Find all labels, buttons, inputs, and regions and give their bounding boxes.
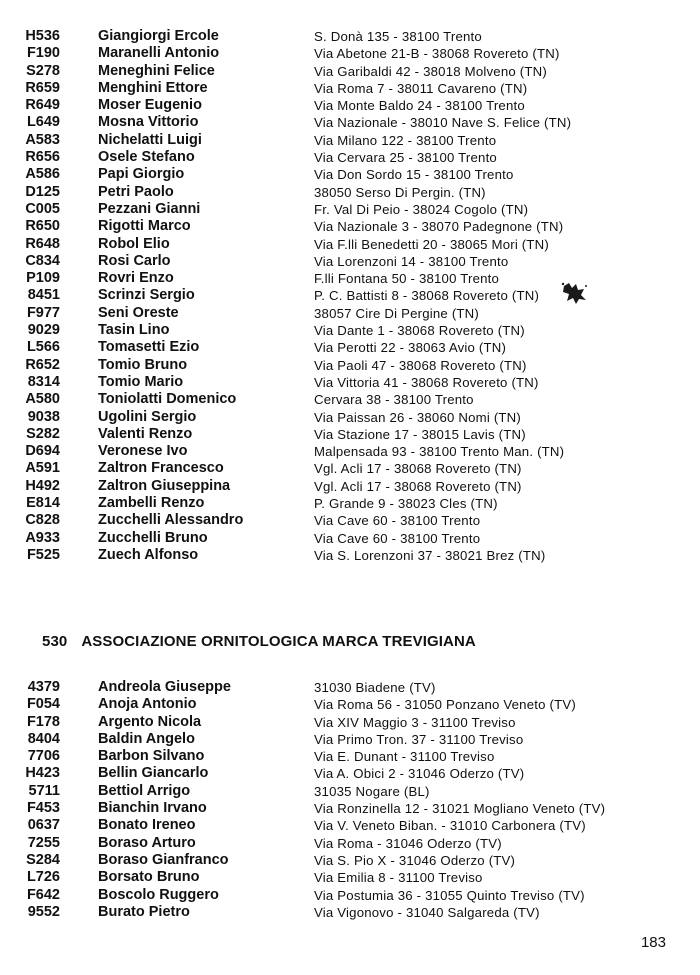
member-name: Seni Oreste <box>98 304 179 321</box>
member-code: S284 <box>26 851 60 868</box>
member-code: R659 <box>25 79 60 96</box>
member-code: P109 <box>26 270 60 287</box>
member-code: F525 <box>26 546 60 563</box>
member-code: F054 <box>26 696 60 713</box>
member-code: C828 <box>25 512 60 529</box>
member-code: F977 <box>26 304 60 321</box>
member-address: Via Cave 60 - 38100 Trento <box>314 513 481 529</box>
section-title: ASSOCIAZIONE ORNITOLOGICA MARCA TREVIGIANA <box>81 633 476 650</box>
member-row <box>0 696 700 713</box>
member-address: Via Abetone 21-B - 38068 Rovereto (TN) <box>314 46 560 62</box>
member-row <box>0 305 700 322</box>
member-row <box>0 166 700 183</box>
member-code: 8404 <box>27 730 60 747</box>
member-code: E814 <box>26 495 60 512</box>
member-address: P. C. Battisti 8 - 38068 Rovereto (TN) <box>314 288 540 304</box>
member-address: Via Nazionale - 38010 Nave S. Felice (TN) <box>314 115 572 131</box>
member-row <box>0 800 700 817</box>
member-name: Tomio Mario <box>98 373 184 390</box>
member-code: A586 <box>25 166 60 183</box>
member-address: Via Stazione 17 - 38015 Lavis (TN) <box>314 426 526 442</box>
member-code: L726 <box>26 869 60 886</box>
member-name: Borsato Bruno <box>98 869 200 886</box>
member-code: H536 <box>25 28 60 44</box>
member-address: Via Emilia 8 - 31100 Treviso <box>314 870 483 886</box>
member-address: Via Cervara 25 - 38100 Trento <box>314 150 497 166</box>
member-code: H423 <box>25 765 60 782</box>
member-address: Via Perotti 22 - 38063 Avio (TN) <box>314 340 507 356</box>
member-address: Via Garibaldi 42 - 38018 Molveno (TN) <box>314 63 547 79</box>
member-address: Via Paissan 26 - 38060 Nomi (TN) <box>314 409 521 425</box>
member-name: Zaltron Francesco <box>98 460 224 477</box>
member-name: Moser Eugenio <box>98 97 202 114</box>
member-address: Via Roma - 31046 Oderzo (TV) <box>314 835 502 851</box>
member-row <box>0 714 700 731</box>
member-address: Via A. Obici 2 - 31046 Oderzo (TV) <box>314 766 525 782</box>
member-address: Via Milano 122 - 38100 Trento <box>314 132 497 148</box>
member-address: Via Vigonovo - 31040 Salgareda (TV) <box>314 904 540 920</box>
member-name: Osele Stefano <box>98 149 195 166</box>
member-name: Zucchelli Alessandro <box>98 512 244 529</box>
member-code: F190 <box>26 45 60 62</box>
member-address: F.lli Fontana 50 - 38100 Trento <box>314 271 500 287</box>
section-number: 530 <box>42 633 68 650</box>
member-name: Baldin Angelo <box>98 730 195 747</box>
member-address: Via Nazionale 3 - 38070 Padegnone (TN) <box>314 219 564 235</box>
member-name: Tasin Lino <box>98 322 170 339</box>
member-address: Malpensada 93 - 38100 Trento Man. (TN) <box>314 444 565 460</box>
member-row <box>0 731 700 748</box>
member-address: Via Ronzinella 12 - 31021 Mogliano Veneto (TV) <box>314 801 606 817</box>
member-code: L566 <box>26 339 60 356</box>
member-name: Valenti Renzo <box>98 425 193 442</box>
member-code: 7255 <box>27 834 60 851</box>
member-code: 8314 <box>27 373 60 390</box>
member-row <box>0 460 700 477</box>
member-row <box>0 45 700 62</box>
member-address: Via Roma 7 - 38011 Cavareno (TN) <box>314 80 528 96</box>
member-name: Petri Paolo <box>98 183 174 200</box>
member-code: F642 <box>26 886 60 903</box>
member-row <box>0 443 700 460</box>
member-row <box>0 270 700 287</box>
member-row <box>0 80 700 97</box>
member-name: Rovri Enzo <box>98 270 174 287</box>
member-code: R649 <box>25 97 60 114</box>
member-row <box>0 97 700 114</box>
member-address: Via Monte Baldo 24 - 38100 Trento <box>314 98 525 114</box>
member-code: 5711 <box>28 782 60 799</box>
member-address: Via Dante 1 - 38068 Rovereto (TN) <box>314 323 525 339</box>
member-code: S278 <box>26 62 60 79</box>
member-code: 0637 <box>27 817 60 834</box>
member-address: Via E. Dunant - 31100 Treviso <box>314 749 495 765</box>
member-code: S282 <box>26 425 60 442</box>
member-code: A580 <box>25 391 60 408</box>
member-code: A591 <box>25 460 60 477</box>
member-name: Menghini Ettore <box>98 79 208 96</box>
member-address: Via S. Pio X - 31046 Oderzo (TV) <box>314 852 516 868</box>
member-row <box>0 869 700 886</box>
page-number: 183 <box>640 934 666 951</box>
member-name: Argento Nicola <box>98 713 202 730</box>
member-address: 38050 Serso Di Pergin. (TN) <box>314 184 486 200</box>
member-row <box>0 679 700 696</box>
member-row <box>0 426 700 443</box>
member-row <box>0 835 700 852</box>
member-name: Bellin Giancarlo <box>98 765 209 782</box>
member-name: Burato Pietro <box>98 903 190 920</box>
member-address: P. Grande 9 - 38023 Cles (TN) <box>314 496 498 512</box>
member-name: Ugolini Sergio <box>98 408 197 425</box>
member-row <box>0 28 700 45</box>
member-row <box>0 184 700 201</box>
member-code: F178 <box>26 713 60 730</box>
member-address: Via Postumia 36 - 31055 Quinto Treviso (TV) <box>314 887 585 903</box>
member-name: Barbon Silvano <box>98 748 205 765</box>
ink-smudge <box>560 280 590 306</box>
member-code: C834 <box>25 252 60 269</box>
member-address: Via Vittoria 41 - 38068 Rovereto (TN) <box>314 374 539 390</box>
member-row <box>0 339 700 356</box>
member-name: Zucchelli Bruno <box>98 529 208 546</box>
member-address: 31030 Biadene (TV) <box>314 680 436 695</box>
member-row <box>0 852 700 869</box>
member-name: Zuech Alfonso <box>98 546 199 563</box>
member-name: Bianchin Irvano <box>98 800 207 817</box>
member-name: Anoja Antonio <box>98 696 197 713</box>
member-name: Scrinzi Sergio <box>98 287 195 304</box>
member-address: Cervara 38 - 38100 Trento <box>314 392 474 408</box>
member-code: A583 <box>25 131 60 148</box>
member-name: Bettiol Arrigo <box>98 782 191 799</box>
member-code: 7706 <box>27 748 60 765</box>
member-row <box>0 322 700 339</box>
member-name: Papi Giorgio <box>98 166 185 183</box>
member-code: F453 <box>26 800 60 817</box>
member-name: Mosna Vittorio <box>98 114 199 131</box>
member-address: 38057 Cire Di Pergine (TN) <box>314 305 479 321</box>
member-row <box>0 287 700 304</box>
member-row <box>0 512 700 529</box>
member-address: Via Roma 56 - 31050 Ponzano Veneto (TV) <box>314 697 576 713</box>
member-code: R652 <box>25 356 60 373</box>
member-address: Via S. Lorenzoni 37 - 38021 Brez (TN) <box>314 547 546 563</box>
member-address: Via Cave 60 - 38100 Trento <box>314 530 481 546</box>
section-heading <box>42 633 476 650</box>
member-address: Via Primo Tron. 37 - 31100 Treviso <box>314 731 524 747</box>
member-name: Giangiorgi Ercole <box>98 28 219 44</box>
member-name: Zaltron Giuseppina <box>98 477 231 494</box>
member-address: Via Paoli 47 - 38068 Rovereto (TN) <box>314 357 527 373</box>
member-name: Veronese Ivo <box>98 443 188 460</box>
member-name: Meneghini Felice <box>98 62 215 79</box>
member-address: Via F.lli Benedetti 20 - 38065 Mori (TN) <box>314 236 549 252</box>
member-code: C005 <box>25 200 60 217</box>
member-row <box>0 114 700 131</box>
member-name: Boraso Gianfranco <box>98 851 229 868</box>
member-code: 8451 <box>27 287 60 304</box>
member-name: Boraso Arturo <box>98 834 196 851</box>
member-name: Maranelli Antonio <box>98 45 220 62</box>
member-row <box>0 409 700 426</box>
member-row <box>0 765 700 782</box>
member-row <box>0 530 700 547</box>
member-row <box>0 149 700 166</box>
member-row <box>0 748 700 765</box>
member-address: Via V. Veneto Biban. - 31010 Carbonera (TV) <box>314 818 586 834</box>
member-address: Vgl. Acli 17 - 38068 Rovereto (TN) <box>314 461 522 477</box>
member-name: Toniolatti Domenico <box>98 391 237 408</box>
member-row <box>0 817 700 834</box>
member-code: A933 <box>25 529 60 546</box>
member-address: Fr. Val Di Peio - 38024 Cogolo (TN) <box>314 201 529 217</box>
member-list-section-1 <box>0 28 700 564</box>
member-address: Vgl. Acli 17 - 38068 Rovereto (TN) <box>314 478 522 494</box>
member-address: Via XIV Maggio 3 - 31100 Treviso <box>314 714 516 730</box>
member-name: Andreola Giuseppe <box>98 679 231 695</box>
member-name: Bonato Ireneo <box>98 817 196 834</box>
member-code: R650 <box>25 218 60 235</box>
member-address: S. Donà 135 - 38100 Trento <box>314 29 482 44</box>
member-code: L649 <box>26 114 60 131</box>
member-code: 4379 <box>27 679 60 695</box>
member-name: Robol Elio <box>98 235 170 252</box>
member-address: 31035 Nogare (BL) <box>314 783 430 799</box>
member-code: 9029 <box>27 322 60 339</box>
member-row <box>0 218 700 235</box>
member-name: Tomio Bruno <box>98 356 188 373</box>
member-row <box>0 887 700 904</box>
member-row <box>0 547 700 564</box>
member-row <box>0 236 700 253</box>
member-row <box>0 495 700 512</box>
member-code: R648 <box>25 235 60 252</box>
member-row <box>0 374 700 391</box>
member-code: H492 <box>25 477 60 494</box>
member-row <box>0 391 700 408</box>
member-row <box>0 904 700 921</box>
member-code: D694 <box>25 443 60 460</box>
member-code: 9038 <box>27 408 60 425</box>
member-row <box>0 132 700 149</box>
member-address: Via Lorenzoni 14 - 38100 Trento <box>314 253 509 269</box>
member-name: Rosi Carlo <box>98 252 171 269</box>
member-name: Nichelatti Luigi <box>98 131 202 148</box>
member-code: R656 <box>25 149 60 166</box>
member-list-section-2 <box>0 679 700 921</box>
member-row <box>0 253 700 270</box>
member-address: Via Don Sordo 15 - 38100 Trento <box>314 167 514 183</box>
member-name: Zambelli Renzo <box>98 495 205 512</box>
member-row <box>0 63 700 80</box>
member-name: Rigotti Marco <box>98 218 191 235</box>
member-row <box>0 201 700 218</box>
member-code: D125 <box>25 183 60 200</box>
member-name: Boscolo Ruggero <box>98 886 219 903</box>
member-name: Pezzani Gianni <box>98 200 201 217</box>
member-row <box>0 783 700 800</box>
member-name: Tomasetti Ezio <box>98 339 200 356</box>
member-row <box>0 478 700 495</box>
member-code: 9552 <box>27 903 60 920</box>
member-row <box>0 357 700 374</box>
